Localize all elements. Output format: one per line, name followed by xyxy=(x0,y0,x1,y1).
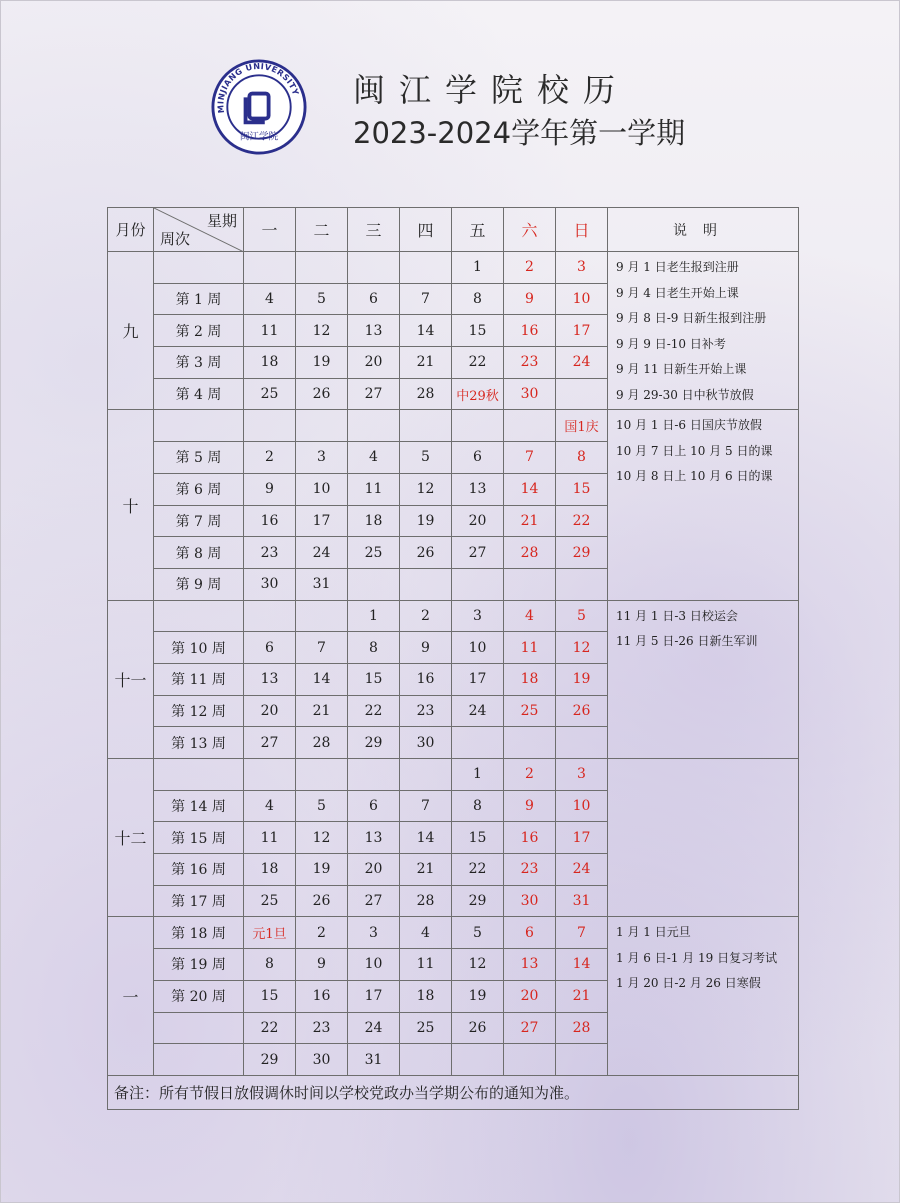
day-cell-fri: 10 xyxy=(452,632,504,664)
day-cell-sun: 21 xyxy=(556,980,608,1012)
svg-text:闽江学院: 闽江学院 xyxy=(239,131,279,143)
day-cell-wed xyxy=(348,759,400,791)
day-cell-fri: 20 xyxy=(452,505,504,537)
note-line: 9 月 1 日老生报到注册 xyxy=(616,260,739,274)
day-cell-tue: 28 xyxy=(296,727,348,759)
month-label: 十 xyxy=(108,410,154,600)
day-cell-thu: 2 xyxy=(400,600,452,632)
day-cell-tue: 30 xyxy=(296,1044,348,1076)
week-label: 第 5 周 xyxy=(154,442,244,474)
day-cell-mon xyxy=(244,600,296,632)
day-cell-mon: 元1旦 xyxy=(244,917,296,949)
day-cell-mon: 8 xyxy=(244,949,296,981)
day-cell-wed: 11 xyxy=(348,473,400,505)
note-line: 9 月 29-30 日中秋节放假 xyxy=(616,387,754,402)
day-cell-tue: 5 xyxy=(296,283,348,315)
day-cell-tue: 7 xyxy=(296,632,348,664)
day-cell-wed: 24 xyxy=(348,1012,400,1044)
day-cell-sat xyxy=(504,410,556,442)
svg-text:MINJIANG UNIVERSITY: MINJIANG UNIVERSITY xyxy=(215,60,302,114)
note-line: 11 月 1 日-3 日校运会 xyxy=(616,608,738,623)
day-cell-fri xyxy=(452,1044,504,1076)
day-cell-tue: 24 xyxy=(296,537,348,569)
day-cell-sun: 17 xyxy=(556,315,608,347)
month-notes xyxy=(608,917,799,1075)
week-label: 第 7 周 xyxy=(154,505,244,537)
day-cell-sat: 23 xyxy=(504,347,556,379)
day-cell-mon: 16 xyxy=(244,505,296,537)
remark-text: 备注：所有节假日放假调休时间以学校党政办当学期公布的通知为准。 xyxy=(108,1075,799,1109)
week-label xyxy=(154,1044,244,1076)
table-header-row xyxy=(108,208,799,252)
day-cell-tue xyxy=(296,252,348,284)
week-label: 第 17 周 xyxy=(154,885,244,917)
week-label: 第 2 周 xyxy=(154,315,244,347)
day-cell-thu: 7 xyxy=(400,790,452,822)
note-line: 9 月 9 日-10 日补考 xyxy=(616,336,726,351)
day-cell-mon: 23 xyxy=(244,537,296,569)
day-cell-fri xyxy=(452,410,504,442)
note-line: 1 月 20 日-2 月 26 日寒假 xyxy=(616,976,761,991)
day-cell-mon: 20 xyxy=(244,695,296,727)
day-cell-tue: 14 xyxy=(296,663,348,695)
note-line: 11 月 5 日-26 日新生军训 xyxy=(616,634,758,649)
calendar-table xyxy=(107,207,799,1110)
day-cell-thu: 16 xyxy=(400,663,452,695)
table-row xyxy=(108,252,799,284)
day-cell-sun: 10 xyxy=(556,283,608,315)
day-header-sun: 日 xyxy=(556,208,608,252)
month-notes xyxy=(608,252,799,410)
day-cell-thu xyxy=(400,410,452,442)
day-cell-sat: 4 xyxy=(504,600,556,632)
day-cell-sun: 17 xyxy=(556,822,608,854)
day-cell-wed: 20 xyxy=(348,347,400,379)
note-line: 10 月 1 日-6 日国庆节放假 xyxy=(616,418,762,433)
day-cell-sat: 18 xyxy=(504,663,556,695)
day-cell-sun xyxy=(556,568,608,600)
day-cell-thu: 4 xyxy=(400,917,452,949)
day-cell-mon: 4 xyxy=(244,283,296,315)
day-cell-sat: 21 xyxy=(504,505,556,537)
day-cell-fri: 8 xyxy=(452,790,504,822)
day-cell-sun: 15 xyxy=(556,473,608,505)
day-cell-sun: 31 xyxy=(556,885,608,917)
week-label: 第 14 周 xyxy=(154,790,244,822)
day-cell-wed: 13 xyxy=(348,315,400,347)
day-cell-wed: 18 xyxy=(348,505,400,537)
day-cell-sun xyxy=(556,378,608,410)
day-cell-tue: 17 xyxy=(296,505,348,537)
day-cell-mon: 6 xyxy=(244,632,296,664)
day-cell-wed: 25 xyxy=(348,537,400,569)
day-cell-tue: 19 xyxy=(296,347,348,379)
day-cell-thu: 12 xyxy=(400,473,452,505)
day-cell-sat: 16 xyxy=(504,822,556,854)
day-cell-tue: 2 xyxy=(296,917,348,949)
day-cell-mon: 30 xyxy=(244,568,296,600)
day-cell-wed: 20 xyxy=(348,854,400,886)
day-cell-fri: 26 xyxy=(452,1012,504,1044)
day-cell-sat: 6 xyxy=(504,917,556,949)
day-cell-sat: 2 xyxy=(504,252,556,284)
day-cell-thu: 18 xyxy=(400,980,452,1012)
university-logo xyxy=(211,59,307,155)
week-label: 第 19 周 xyxy=(154,949,244,981)
week-label: 第 8 周 xyxy=(154,537,244,569)
day-cell-wed: 22 xyxy=(348,695,400,727)
day-cell-fri: 12 xyxy=(452,949,504,981)
day-cell-mon: 25 xyxy=(244,378,296,410)
day-cell-sat: 30 xyxy=(504,885,556,917)
day-cell-wed: 27 xyxy=(348,885,400,917)
table-row xyxy=(108,410,799,442)
day-cell-wed: 3 xyxy=(348,917,400,949)
week-label xyxy=(154,759,244,791)
day-cell-mon xyxy=(244,759,296,791)
day-cell-thu: 28 xyxy=(400,378,452,410)
day-cell-tue: 10 xyxy=(296,473,348,505)
day-cell-wed: 17 xyxy=(348,980,400,1012)
day-cell-tue xyxy=(296,600,348,632)
explain-header: 说明 xyxy=(608,208,799,252)
day-cell-sun: 8 xyxy=(556,442,608,474)
day-cell-fri xyxy=(452,568,504,600)
day-cell-fri: 1 xyxy=(452,252,504,284)
day-cell-mon: 4 xyxy=(244,790,296,822)
day-cell-tue: 12 xyxy=(296,822,348,854)
month-column-header: 月份 xyxy=(108,208,154,252)
week-label: 第 16 周 xyxy=(154,854,244,886)
day-header-fri: 五 xyxy=(452,208,504,252)
day-cell-tue: 26 xyxy=(296,885,348,917)
day-cell-fri: 15 xyxy=(452,822,504,854)
day-cell-mon: 25 xyxy=(244,885,296,917)
day-cell-mon: 27 xyxy=(244,727,296,759)
day-cell-mon xyxy=(244,410,296,442)
day-cell-wed: 1 xyxy=(348,600,400,632)
day-cell-thu: 14 xyxy=(400,315,452,347)
week-label: 第 11 周 xyxy=(154,663,244,695)
day-cell-wed: 27 xyxy=(348,378,400,410)
day-cell-tue xyxy=(296,759,348,791)
day-cell-sat: 14 xyxy=(504,473,556,505)
week-label xyxy=(154,1012,244,1044)
day-cell-mon: 2 xyxy=(244,442,296,474)
day-cell-mon: 18 xyxy=(244,854,296,886)
day-cell-mon: 13 xyxy=(244,663,296,695)
month-notes xyxy=(608,600,799,758)
day-cell-sat: 9 xyxy=(504,790,556,822)
day-cell-fri: 5 xyxy=(452,917,504,949)
day-cell-tue: 9 xyxy=(296,949,348,981)
week-label: 第 3 周 xyxy=(154,347,244,379)
day-cell-fri: 24 xyxy=(452,695,504,727)
month-label: 十二 xyxy=(108,759,154,917)
table-row xyxy=(108,600,799,632)
day-cell-sun: 19 xyxy=(556,663,608,695)
day-cell-wed: 10 xyxy=(348,949,400,981)
week-label: 第 1 周 xyxy=(154,283,244,315)
day-cell-sun: 5 xyxy=(556,600,608,632)
day-cell-fri: 29 xyxy=(452,885,504,917)
day-cell-sun: 3 xyxy=(556,252,608,284)
day-cell-fri: 6 xyxy=(452,442,504,474)
day-cell-fri: 22 xyxy=(452,347,504,379)
week-header-label: 周次 xyxy=(160,230,191,248)
week-diagonal-header xyxy=(154,208,244,252)
day-cell-sat: 28 xyxy=(504,537,556,569)
day-cell-sun: 28 xyxy=(556,1012,608,1044)
day-cell-tue: 12 xyxy=(296,315,348,347)
week-label: 第 13 周 xyxy=(154,727,244,759)
day-cell-sat: 13 xyxy=(504,949,556,981)
day-cell-wed: 15 xyxy=(348,663,400,695)
day-cell-thu: 21 xyxy=(400,854,452,886)
day-cell-sun xyxy=(556,727,608,759)
day-cell-sat: 16 xyxy=(504,315,556,347)
week-label xyxy=(154,252,244,284)
day-cell-sat: 23 xyxy=(504,854,556,886)
day-cell-thu: 30 xyxy=(400,727,452,759)
day-cell-wed: 13 xyxy=(348,822,400,854)
day-cell-thu: 5 xyxy=(400,442,452,474)
day-cell-sat: 11 xyxy=(504,632,556,664)
day-cell-sat: 7 xyxy=(504,442,556,474)
day-cell-mon: 9 xyxy=(244,473,296,505)
day-cell-sat: 30 xyxy=(504,378,556,410)
day-cell-thu xyxy=(400,1044,452,1076)
day-cell-thu xyxy=(400,759,452,791)
day-cell-thu: 11 xyxy=(400,949,452,981)
day-cell-thu: 14 xyxy=(400,822,452,854)
day-cell-sat: 25 xyxy=(504,695,556,727)
day-cell-mon: 15 xyxy=(244,980,296,1012)
week-label: 第 20 周 xyxy=(154,980,244,1012)
day-cell-sun: 14 xyxy=(556,949,608,981)
day-cell-tue xyxy=(296,410,348,442)
day-cell-tue: 19 xyxy=(296,854,348,886)
calendar-body xyxy=(108,252,799,1076)
month-label: 十一 xyxy=(108,600,154,758)
day-cell-sat: 2 xyxy=(504,759,556,791)
day-cell-wed xyxy=(348,568,400,600)
day-cell-sun: 3 xyxy=(556,759,608,791)
day-cell-wed: 4 xyxy=(348,442,400,474)
week-label: 第 15 周 xyxy=(154,822,244,854)
day-cell-fri: 中29秋 xyxy=(452,378,504,410)
day-cell-thu: 7 xyxy=(400,283,452,315)
note-line: 9 月 11 日新生开始上课 xyxy=(616,362,747,376)
day-cell-thu: 19 xyxy=(400,505,452,537)
day-cell-mon xyxy=(244,252,296,284)
note-line: 10 月 7 日上 10 月 5 日的课 xyxy=(616,443,773,458)
day-cell-sun: 7 xyxy=(556,917,608,949)
day-cell-tue: 5 xyxy=(296,790,348,822)
day-cell-fri xyxy=(452,727,504,759)
semester-subtitle: 2023-2024学年第一学期 xyxy=(353,116,686,150)
day-cell-wed: 6 xyxy=(348,283,400,315)
day-cell-sat xyxy=(504,1044,556,1076)
day-cell-fri: 19 xyxy=(452,980,504,1012)
note-line: 9 月 8 日-9 日新生报到注册 xyxy=(616,311,767,325)
day-cell-thu: 21 xyxy=(400,347,452,379)
day-cell-sat: 27 xyxy=(504,1012,556,1044)
day-cell-thu: 25 xyxy=(400,1012,452,1044)
week-label: 第 12 周 xyxy=(154,695,244,727)
day-cell-wed xyxy=(348,252,400,284)
week-label: 第 10 周 xyxy=(154,632,244,664)
month-label: 九 xyxy=(108,252,154,410)
week-label xyxy=(154,600,244,632)
month-label: 一 xyxy=(108,917,154,1075)
day-cell-fri: 15 xyxy=(452,315,504,347)
day-cell-sun: 12 xyxy=(556,632,608,664)
note-line: 9 月 4 日老生开始上课 xyxy=(616,285,739,300)
day-cell-tue: 31 xyxy=(296,568,348,600)
week-label: 第 18 周 xyxy=(154,917,244,949)
week-label xyxy=(154,410,244,442)
day-header-thu: 四 xyxy=(400,208,452,252)
day-cell-sun: 24 xyxy=(556,854,608,886)
day-cell-wed: 31 xyxy=(348,1044,400,1076)
day-cell-fri: 1 xyxy=(452,759,504,791)
day-header-tue: 二 xyxy=(296,208,348,252)
day-cell-sun xyxy=(556,1044,608,1076)
day-cell-thu: 28 xyxy=(400,885,452,917)
day-cell-sun: 10 xyxy=(556,790,608,822)
day-header-mon: 一 xyxy=(244,208,296,252)
week-label: 第 6 周 xyxy=(154,473,244,505)
calendar-title: 闽江学院校历 xyxy=(353,71,630,109)
table-row xyxy=(108,759,799,791)
day-cell-thu xyxy=(400,568,452,600)
day-cell-mon: 22 xyxy=(244,1012,296,1044)
day-cell-wed xyxy=(348,410,400,442)
day-cell-thu: 9 xyxy=(400,632,452,664)
day-cell-wed: 8 xyxy=(348,632,400,664)
day-cell-sun: 24 xyxy=(556,347,608,379)
day-cell-sun: 国1庆 xyxy=(556,410,608,442)
day-cell-sat: 20 xyxy=(504,980,556,1012)
month-notes xyxy=(608,759,799,917)
day-cell-tue: 16 xyxy=(296,980,348,1012)
note-line: 1 月 1 日元旦 xyxy=(616,925,691,940)
week-label: 第 9 周 xyxy=(154,568,244,600)
day-cell-mon: 18 xyxy=(244,347,296,379)
day-cell-tue: 23 xyxy=(296,1012,348,1044)
day-cell-fri: 13 xyxy=(452,473,504,505)
day-cell-sun: 29 xyxy=(556,537,608,569)
day-cell-wed: 6 xyxy=(348,790,400,822)
note-line: 10 月 8 日上 10 月 6 日的课 xyxy=(616,469,773,484)
day-cell-sun: 22 xyxy=(556,505,608,537)
day-cell-wed: 29 xyxy=(348,727,400,759)
day-cell-fri: 27 xyxy=(452,537,504,569)
day-cell-sat xyxy=(504,727,556,759)
day-cell-fri: 22 xyxy=(452,854,504,886)
day-cell-tue: 26 xyxy=(296,378,348,410)
day-cell-sun: 26 xyxy=(556,695,608,727)
day-cell-thu: 26 xyxy=(400,537,452,569)
day-cell-mon: 11 xyxy=(244,315,296,347)
day-cell-mon: 11 xyxy=(244,822,296,854)
table-row xyxy=(108,917,799,949)
day-cell-fri: 17 xyxy=(452,663,504,695)
day-cell-thu: 23 xyxy=(400,695,452,727)
day-cell-fri: 3 xyxy=(452,600,504,632)
day-cell-thu xyxy=(400,252,452,284)
note-line: 1 月 6 日-1 月 19 日复习考试 xyxy=(616,950,778,965)
day-cell-tue: 21 xyxy=(296,695,348,727)
day-cell-mon: 29 xyxy=(244,1044,296,1076)
day-cell-tue: 3 xyxy=(296,442,348,474)
week-label: 第 4 周 xyxy=(154,378,244,410)
day-cell-sat: 9 xyxy=(504,283,556,315)
month-notes xyxy=(608,410,799,600)
remark-row xyxy=(108,1075,799,1109)
day-header-wed: 三 xyxy=(348,208,400,252)
weekday-header-label: 星期 xyxy=(206,212,237,230)
day-cell-fri: 8 xyxy=(452,283,504,315)
day-header-sat: 六 xyxy=(504,208,556,252)
day-cell-sat xyxy=(504,568,556,600)
